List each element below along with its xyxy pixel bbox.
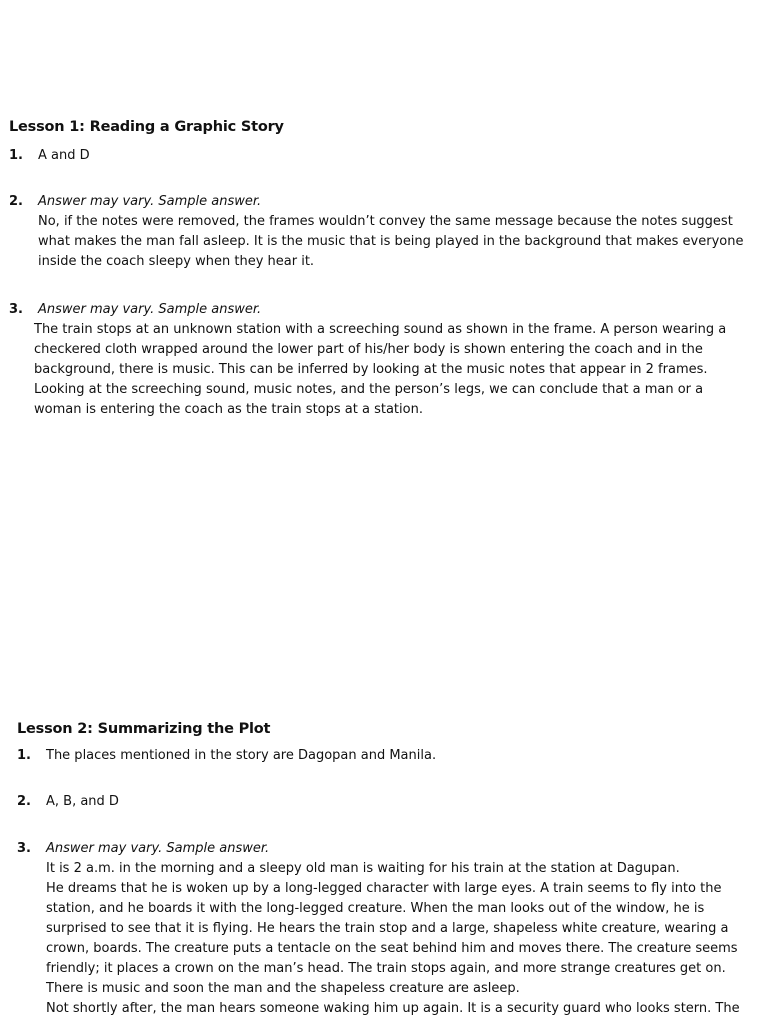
lesson-2-title: Lesson 2: Summarizing the Plot <box>17 721 271 737</box>
item-number: 1. <box>9 148 23 163</box>
answer-label: Answer may vary. Sample answer. <box>46 841 270 856</box>
answer-paragraph-1: It is 2 a.m. in the morning and a sleepy old man is waiting for his train at the station at Dagupan. <box>46 861 680 876</box>
item-number: 2. <box>9 194 23 209</box>
lesson-1-title: Lesson 1: Reading a Graphic Story <box>9 119 284 135</box>
lesson-1 <box>9 119 284 135</box>
answer-label: Answer may vary. Sample answer. <box>38 194 262 209</box>
answer-text: The train stops at an unknown station with a screeching sound as shown in the frame. A person wearing a checkered cloth wrapped around the lower part of his/her body is shown entering the coach and in the background, there is music. This can be inferred by looking at the music notes that appear in 2 frames. Looking at the screeching sound, music notes, and the person’s legs, we can conclude that a man or a woman is entering the coach as the train stops at a station. <box>34 322 727 417</box>
item-number: 3. <box>9 302 23 317</box>
answer-paragraph-2: He dreams that he is woken up by a long-legged character with large eyes. A train seems to fly into the station, and he boards it with the long-legged creature. When the man looks out of the window, he is surprised to see that it is flying. He hears the train stop and a large, shapeless white creature, wearing a crown, boards. The creature puts a tentacle on the seat behind him and moves there. The creature seems friendly; it places a crown on the man’s head. The train stops again, and more strange creatures get on. There is music and soon the man and the shapeless creature are asleep. <box>46 881 738 996</box>
item-number: 1. <box>17 748 31 763</box>
answer-label: Answer may vary. Sample answer. <box>38 302 262 317</box>
item-number: 3. <box>17 841 31 856</box>
answer-text: No, if the notes were removed, the frames wouldn’t convey the same message because the notes suggest what makes the man fall asleep. It is the music that is being played in the background that makes everyone inside the coach sleepy when they hear it. <box>38 214 744 269</box>
item-answer: The places mentioned in the story are Dagopan and Manila. <box>46 748 437 763</box>
item-answer: A, B, and D <box>46 794 119 809</box>
item-number: 2. <box>17 794 31 809</box>
answer-paragraph-3: Not shortly after, the man hears someone waking him up again. It is a security guard who looks stern. The <box>46 1001 740 1016</box>
item-answer: A and D <box>38 148 90 163</box>
lesson-2 <box>17 721 270 737</box>
